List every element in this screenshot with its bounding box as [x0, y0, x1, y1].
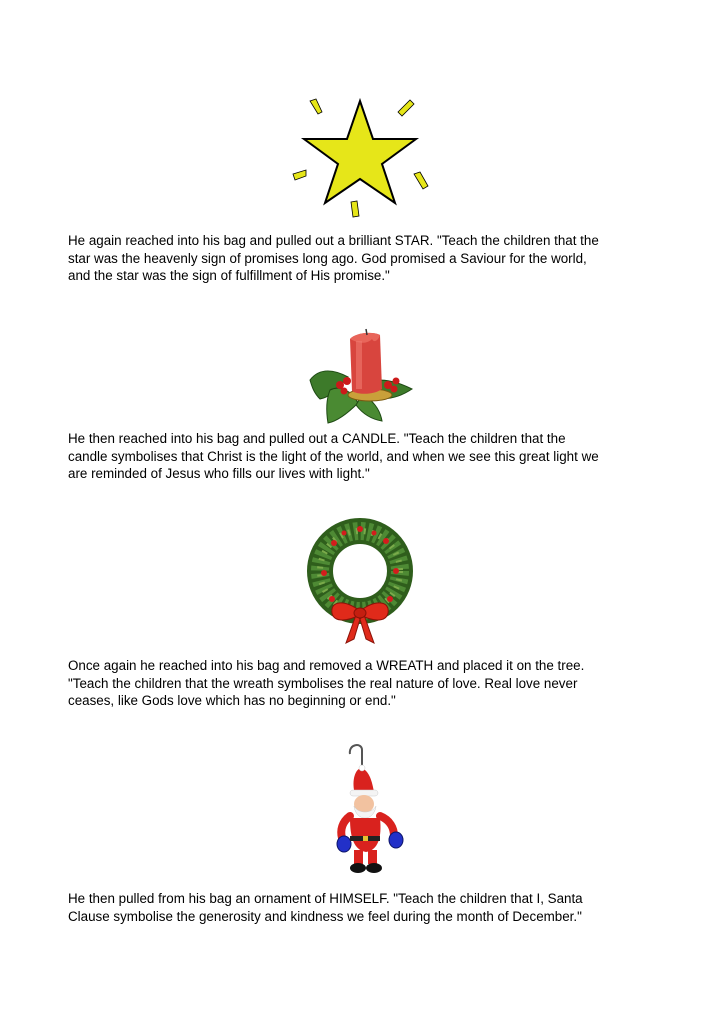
text-line: He again reached into his bag and pulled out a brilliant STAR. "Teach the children that the [68, 233, 599, 248]
wreath-icon [304, 515, 416, 647]
santa-paragraph [68, 890, 668, 925]
text-line: are reminded of Jesus who fills our lives with light." [68, 466, 370, 482]
star-icon [288, 94, 438, 219]
text-line: Once again he reached into his bag and removed a WREATH and placed it on the tree. [68, 658, 585, 673]
wreath-paragraph [68, 657, 668, 710]
text-line: ceases, like Gods love which has no beginning or end." [68, 693, 396, 709]
santa-ornament-icon [332, 738, 414, 880]
text-line: candle symbolises that Christ is the light of the world, and when we see this great light we [68, 448, 599, 464]
text-line: "Teach the children that the wreath symbolises the real nature of love. Real love never [68, 675, 578, 691]
star-paragraph [68, 232, 668, 285]
candle-icon [300, 325, 418, 425]
text-line: He then reached into his bag and pulled out a CANDLE. "Teach the children that the [68, 431, 566, 446]
candle-paragraph [68, 430, 668, 483]
text-line: star was the heavenly sign of promises long ago. God promised a Saviour for the world, [68, 250, 587, 266]
text-line: and the star was the sign of fulfillment of His promise." [68, 268, 390, 284]
text-line: Clause symbolise the generosity and kindness we feel during the month of December." [68, 908, 582, 924]
text-line: He then pulled from his bag an ornament of HIMSELF. "Teach the children that I, Santa [68, 891, 583, 906]
